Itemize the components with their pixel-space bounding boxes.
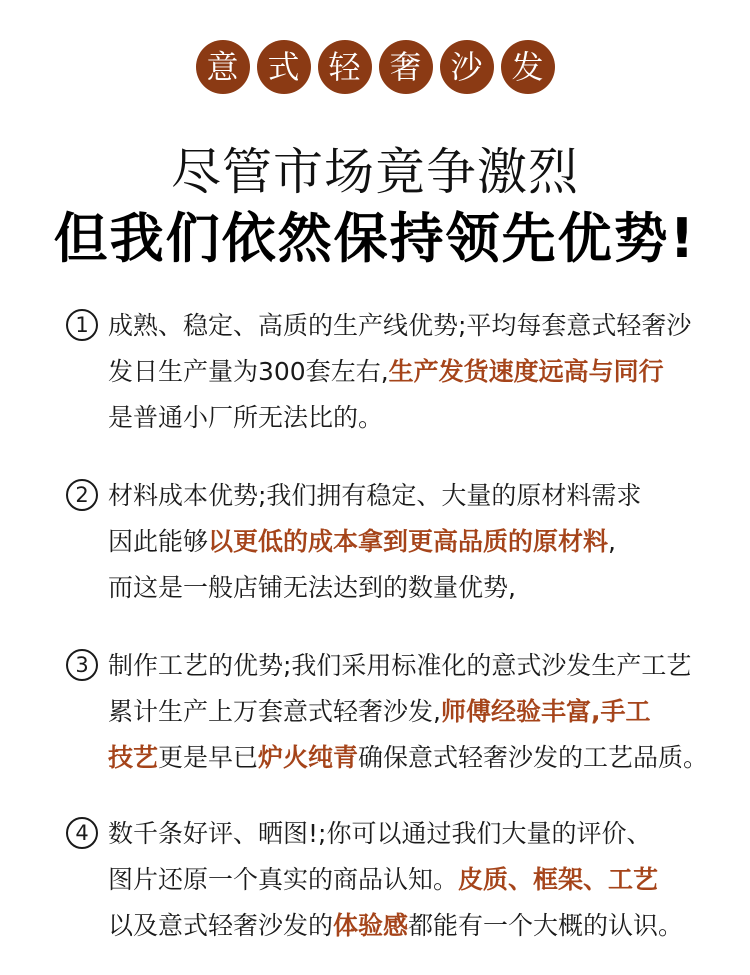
headline-primary: 尽管市场竟争激烈	[171, 143, 579, 201]
point-line	[66, 565, 726, 611]
point-text: ,	[608, 527, 616, 556]
point-line	[66, 643, 726, 689]
point-line	[66, 473, 726, 519]
point-text: 都能有一个大概的认识。	[408, 911, 684, 940]
title-badges	[0, 40, 750, 94]
highlight-text: 炉火纯青	[258, 743, 359, 772]
title-badge: 意	[196, 40, 250, 94]
title-badge: 轻	[318, 40, 372, 94]
point-text: 以及意式轻奢沙发的	[108, 911, 334, 940]
circled-number: 2	[66, 479, 98, 511]
title-badge: 式	[257, 40, 311, 94]
highlight-text: 以更低的成本拿到更高品质的原材料	[208, 527, 609, 556]
advantage-point-4	[66, 811, 726, 949]
highlight-text: 体验感	[333, 911, 409, 940]
point-line	[66, 857, 726, 903]
point-line	[66, 519, 726, 565]
circled-number: 3	[66, 649, 98, 681]
point-text: 发日生产量为300套左右,	[108, 357, 389, 386]
point-line	[66, 303, 726, 349]
point-text: 更是早已	[158, 743, 259, 772]
title-badge: 发	[501, 40, 555, 94]
point-line	[66, 811, 726, 857]
highlight-text: 生产发货速度远高与同行	[388, 357, 664, 386]
point-line	[66, 735, 726, 781]
point-text: 累计生产上万套意式轻奢沙发,	[108, 697, 441, 726]
title-badge: 沙	[440, 40, 494, 94]
point-text: 因此能够	[108, 527, 209, 556]
point-line	[66, 689, 726, 735]
title-badge: 奢	[379, 40, 433, 94]
advantage-point-2	[66, 473, 726, 611]
point-text: 成熟、稳定、高质的生产线优势;平均每套意式轻奢沙	[108, 311, 692, 340]
point-text: 而这是一般店铺无法达到的数量优势,	[108, 573, 516, 602]
point-line	[66, 903, 726, 949]
point-line	[66, 349, 726, 395]
point-text: 确保意式轻奢沙发的工艺品质。	[358, 743, 709, 772]
point-line	[66, 395, 726, 441]
point-text: 是普通小厂所无法比的。	[108, 403, 384, 432]
advantage-point-1	[66, 303, 726, 441]
point-text: 材料成本优势;我们拥有稳定、大量的原材料需求	[108, 481, 642, 510]
highlight-text: 技艺	[108, 743, 159, 772]
circled-number: 4	[66, 817, 98, 849]
highlight-text: 师傅经验丰富,手工	[440, 697, 651, 726]
point-text: 数千条好评、晒图!;你可以通过我们大量的评价、	[108, 819, 652, 848]
point-text: 制作工艺的优势;我们采用标准化的意式沙发生产工艺	[108, 651, 692, 680]
headline-secondary: 但我们依然保持领先优势!	[53, 207, 697, 270]
highlight-text: 皮质、框架、工艺	[458, 865, 659, 894]
advantage-point-3	[66, 643, 726, 781]
circled-number: 1	[66, 309, 98, 341]
point-text: 图片还原一个真实的商品认知。	[108, 865, 459, 894]
